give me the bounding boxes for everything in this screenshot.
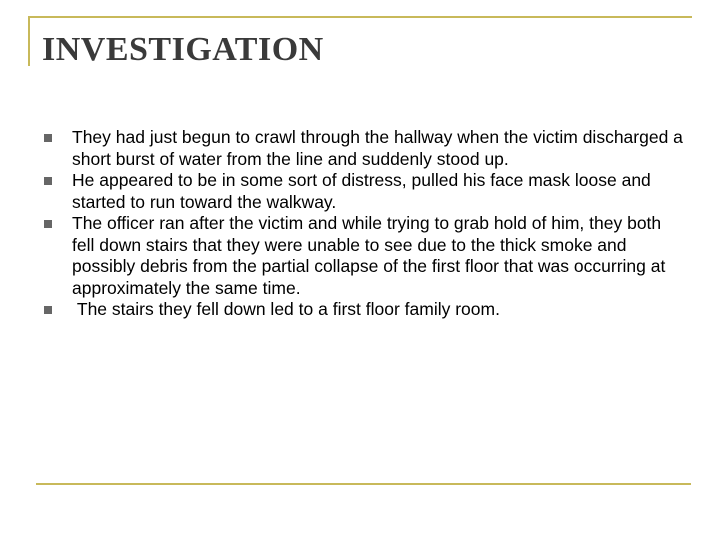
bullet-item bbox=[44, 127, 684, 170]
bullet-item bbox=[44, 299, 684, 321]
bullet-text: He appeared to be in some sort of distress, pulled his face mask loose and started to run toward the walkway. bbox=[72, 170, 651, 212]
bullet-text: They had just begun to crawl through the hallway when the victim discharged a short burst of water from the line and suddenly stood up. bbox=[72, 127, 683, 169]
bullet-item bbox=[44, 213, 684, 299]
bullet-item bbox=[44, 170, 684, 213]
slide-title: INVESTIGATION bbox=[42, 31, 324, 68]
bullet-text: The officer ran after the victim and while trying to grab hold of him, they both fell down stairs that they were unable to see due to the thick smoke and possibly debris from the partial collapse of the first floor that was occurring at approximately the same time. bbox=[72, 213, 666, 298]
square-bullet-icon bbox=[44, 177, 52, 185]
square-bullet-icon bbox=[44, 134, 52, 142]
square-bullet-icon bbox=[44, 306, 52, 314]
bottom-divider bbox=[36, 483, 691, 485]
bullet-text: The stairs they fell down led to a first floor family room. bbox=[72, 299, 500, 319]
square-bullet-icon bbox=[44, 220, 52, 228]
bullet-list bbox=[44, 127, 684, 321]
